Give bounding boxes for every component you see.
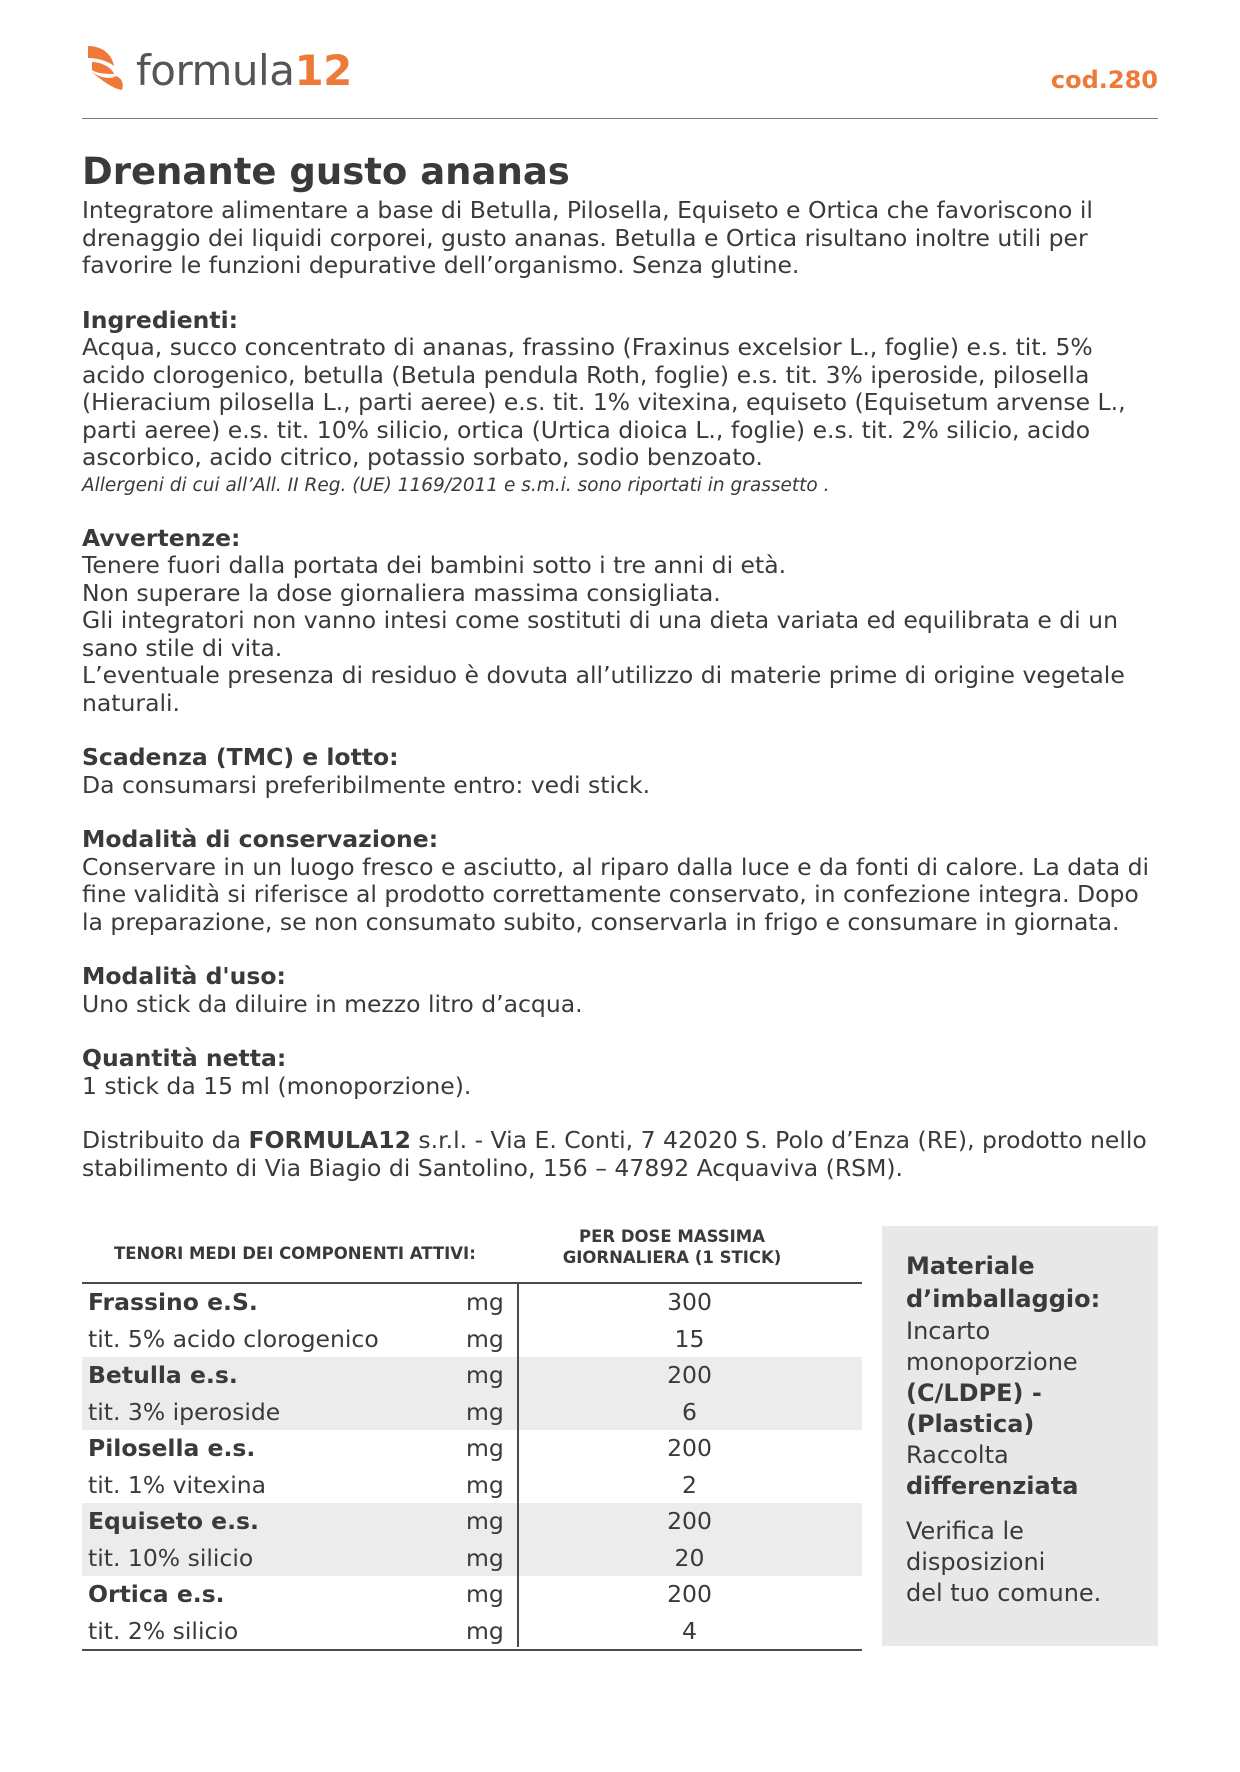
component-value: 200 xyxy=(667,1434,712,1462)
table-row-group xyxy=(82,1357,862,1430)
component-name: Equiseto e.s. xyxy=(88,1507,259,1535)
component-unit: mg xyxy=(466,1580,504,1608)
allergen-note: Allergeni di cui all’All. II Reg. (UE) 1169/2011 e s.m.i. sono riportati in grassetto . xyxy=(82,474,830,496)
usage-heading: Modalità d'uso: xyxy=(82,962,286,990)
packaging-content xyxy=(906,1250,1156,1609)
quantity-heading: Quantità netta: xyxy=(82,1044,287,1072)
usage-section xyxy=(82,963,1158,1018)
table-row xyxy=(82,1613,862,1650)
brand-name xyxy=(136,46,352,95)
component-unit: mg xyxy=(466,1288,504,1316)
table-row xyxy=(82,1357,862,1394)
table-row xyxy=(82,1321,862,1358)
packaging-title-line1: Materiale xyxy=(906,1252,1035,1280)
packaging-line: Raccolta xyxy=(906,1441,1009,1469)
table-row xyxy=(82,1467,862,1504)
component-unit: mg xyxy=(466,1324,504,1353)
expiry-heading: Scadenza (TMC) e lotto: xyxy=(82,743,399,771)
component-value: 4 xyxy=(682,1616,697,1645)
warnings-section xyxy=(82,525,1158,718)
packaging-line: disposizioni xyxy=(906,1548,1046,1576)
bottom-area xyxy=(82,1226,1158,1656)
packaging-box xyxy=(882,1226,1158,1646)
distributor-name: FORMULA12 xyxy=(248,1126,411,1154)
brand-name-part2: 12 xyxy=(294,46,352,95)
table-row-group xyxy=(82,1503,862,1576)
table-row xyxy=(82,1576,862,1613)
brand-name-part1: formula xyxy=(136,46,295,95)
warning-line: Gli integratori non vanno intesi come sostituti di una dieta variata ed equilibrata e di un sano stile di vita. xyxy=(82,606,1118,662)
component-value: 2 xyxy=(682,1470,697,1499)
component-value: 6 xyxy=(682,1397,697,1426)
packaging-line: differenziata xyxy=(906,1472,1079,1500)
expiry-text: Da consumarsi preferibilmente entro: vedi stick. xyxy=(82,770,651,799)
packaging-line: Incarto xyxy=(906,1317,991,1345)
component-value: 200 xyxy=(667,1580,712,1608)
table-bottom-rule xyxy=(82,1649,862,1651)
table-header-right xyxy=(517,1226,827,1268)
component-name: Betulla e.s. xyxy=(88,1361,238,1389)
product-title: Drenante gusto ananas xyxy=(82,150,570,193)
quantity-text: 1 stick da 15 ml (monoporzione). xyxy=(82,1071,472,1100)
ingredients-text: Acqua, succo concentrato di ananas, frassino (Fraxinus excelsior L., foglie) e.s. tit. 5% acido clorogenico, betulla (Betula pendula Roth, foglie) e.s. tit. 3% iperoside, pilosella (Hieracium pilosella L., parti aeree) e.s. tit. 1% vitexina, equiseto (Equisetum arvense L., parti aeree) e.s. tit. 10% silicio, ortica (Urtica dioica L., foglie) e.s. tit. 2% silicio, acido ascorbico, acido citrico, potassio sorbato, sodio benzoato. xyxy=(82,333,1126,471)
component-name: Ortica e.s. xyxy=(88,1580,225,1608)
table-row xyxy=(82,1540,862,1577)
component-value: 200 xyxy=(667,1507,712,1535)
component-unit: mg xyxy=(466,1397,504,1426)
label-sheet xyxy=(82,44,1158,1182)
distributor-suffix: s.r.l. - Via E. Conti, 7 42020 S. Polo d’Enza (RE), prodotto nello stabilimento di Via Biagio di Santolino, 156 – 47892 Acquaviva (RSM). xyxy=(82,1126,1147,1182)
storage-text: Conservare in un luogo fresco e asciutto, al riparo dalla luce e da fonti di calore. La data di fine validità si riferisce al prodotto correttamente conservato, in confezione integra. Dopo la preparazione, se non consumato subito, conservarla in frigo e consumare in giornata. xyxy=(82,852,1150,936)
table-header-right-line1: PER DOSE MASSIMA xyxy=(579,1227,765,1246)
table-row xyxy=(82,1430,862,1467)
brand-logo xyxy=(82,44,352,100)
table-header-left: TENORI MEDI DEI COMPONENTI ATTIVI: xyxy=(114,1244,476,1263)
distributor-prefix: Distribuito da xyxy=(82,1126,249,1154)
packaging-line: del tuo comune. xyxy=(906,1579,1102,1607)
warning-line: Tenere fuori dalla portata dei bambini sotto i tre anni di età. xyxy=(82,551,787,579)
component-unit: mg xyxy=(466,1434,504,1462)
component-titration: tit. 3% iperoside xyxy=(88,1397,281,1426)
table-row xyxy=(82,1394,862,1431)
packaging-material: (C/LDPE) - (Plastica) xyxy=(906,1379,1042,1438)
table-row-group xyxy=(82,1576,862,1649)
table-header xyxy=(82,1226,862,1284)
component-titration: tit. 2% silicio xyxy=(88,1616,239,1645)
warning-line: L’eventuale presenza di residuo è dovuta all’utilizzo di materie prime di origine vegetale naturali. xyxy=(82,661,1125,717)
header xyxy=(82,44,1158,119)
product-intro: Integratore alimentare a base di Betulla, Pilosella, Equiseto e Ortica che favoriscono il drenaggio dei liquidi corporei, gusto ananas. Betulla e Ortica risultano inoltre utili per favorire le funzioni depurative dell’organismo. Senza glutine. xyxy=(82,196,1093,279)
distributor-text xyxy=(82,1127,1158,1182)
component-value: 300 xyxy=(667,1288,712,1316)
component-value: 20 xyxy=(674,1543,705,1572)
component-unit: mg xyxy=(466,1507,504,1535)
component-unit: mg xyxy=(466,1361,504,1389)
component-titration: tit. 5% acido clorogenico xyxy=(88,1324,379,1353)
column-divider xyxy=(517,1282,519,1647)
component-titration: tit. 10% silicio xyxy=(88,1543,254,1572)
usage-text: Uno stick da diluire in mezzo litro d’acqua. xyxy=(82,989,583,1018)
table-row-group xyxy=(82,1430,862,1503)
warning-line: Non superare la dose giornaliera massima consigliata. xyxy=(82,578,721,607)
ingredients-section xyxy=(82,307,1158,498)
storage-heading: Modalità di conservazione: xyxy=(82,825,439,853)
ingredients-heading: Ingredienti: xyxy=(82,305,239,334)
distributor-section xyxy=(82,1127,1158,1182)
component-name: Frassino e.S. xyxy=(88,1288,258,1316)
packaging-title-line2: d’imballaggio: xyxy=(906,1285,1101,1313)
component-unit: mg xyxy=(466,1616,504,1645)
packaging-line: Verifica le xyxy=(906,1517,1024,1545)
warnings-heading: Avvertenze: xyxy=(82,523,241,552)
butterfly-icon xyxy=(82,44,138,100)
table-header-right-line2: GIORNALIERA (1 STICK) xyxy=(562,1248,782,1267)
component-name: Pilosella e.s. xyxy=(88,1434,256,1462)
table-row-group xyxy=(82,1284,862,1357)
component-titration: tit. 1% vitexina xyxy=(88,1470,267,1499)
component-value: 200 xyxy=(667,1361,712,1389)
component-unit: mg xyxy=(466,1470,504,1499)
quantity-section xyxy=(82,1045,1158,1100)
component-value: 15 xyxy=(674,1324,705,1353)
table-row xyxy=(82,1503,862,1540)
expiry-section xyxy=(82,744,1158,799)
table-row xyxy=(82,1284,862,1321)
component-unit: mg xyxy=(466,1543,504,1572)
packaging-title xyxy=(906,1250,1156,1316)
packaging-line: monoporzione xyxy=(906,1348,1078,1376)
storage-section xyxy=(82,826,1158,936)
active-components-table xyxy=(82,1226,862,1651)
product-code: cod.280 xyxy=(1050,66,1158,94)
